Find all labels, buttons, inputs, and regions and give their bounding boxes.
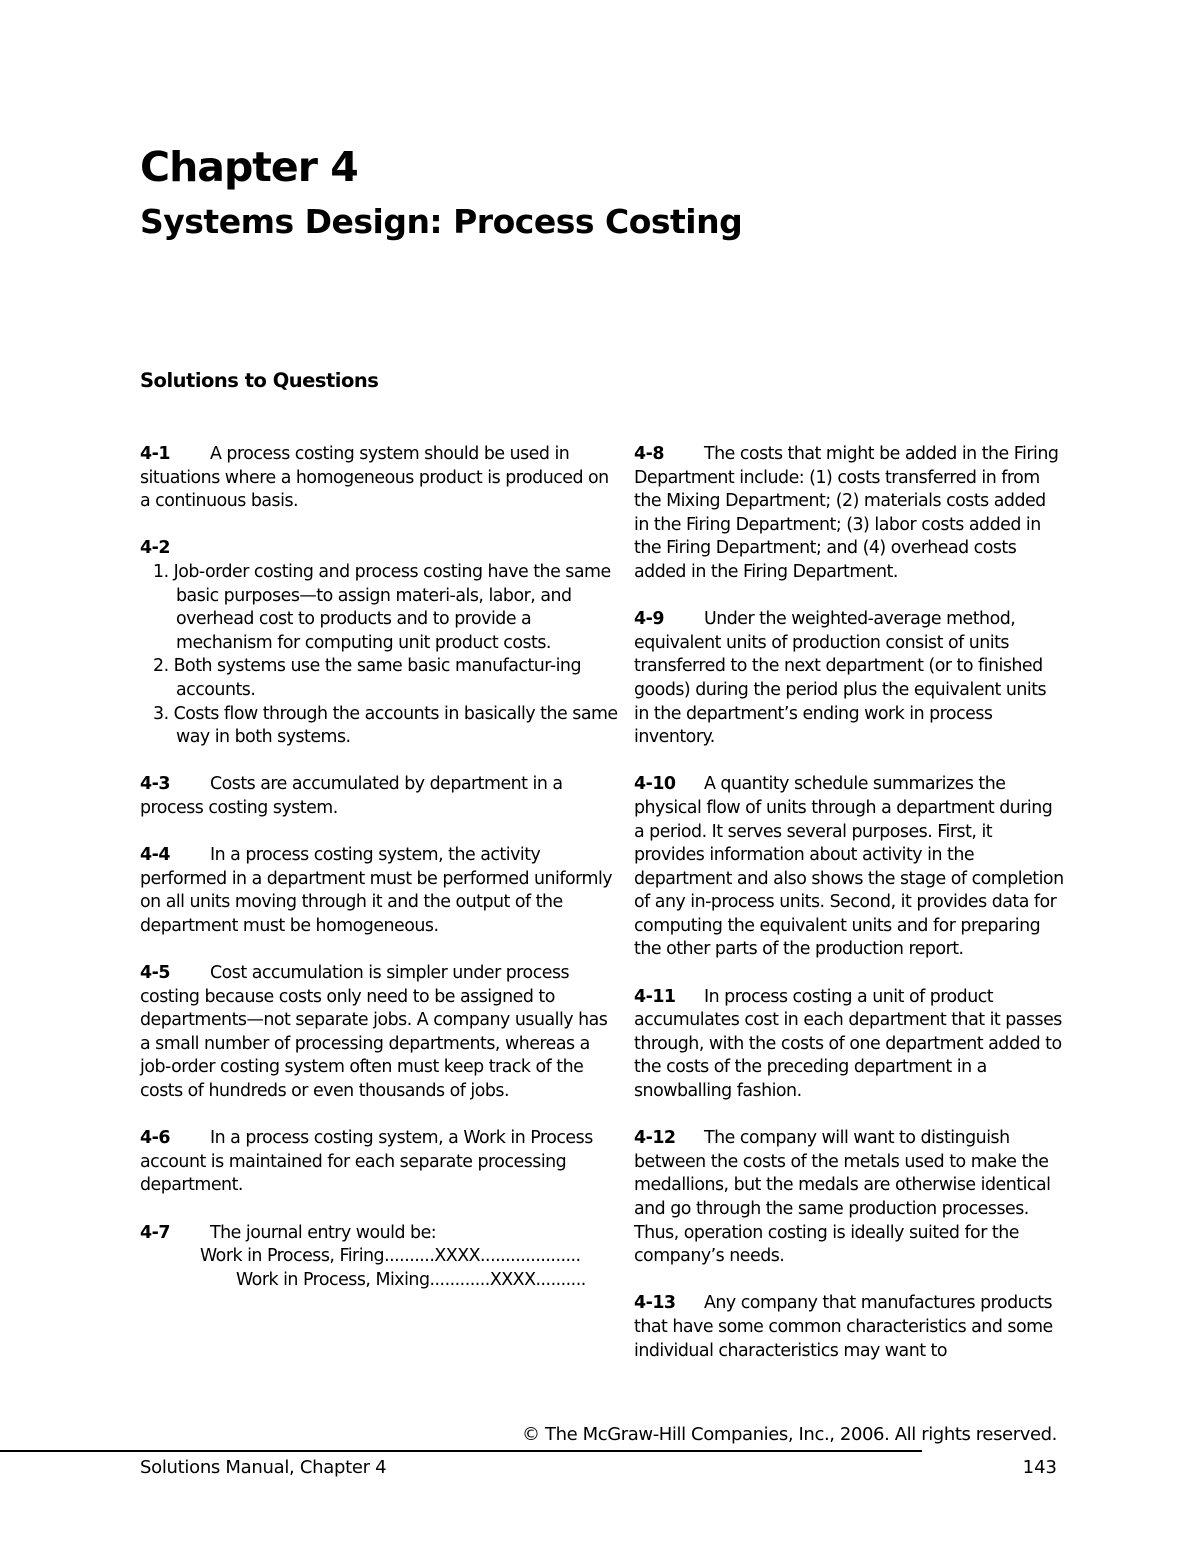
question-4-8: [634, 443, 1064, 585]
question-number: 4-8: [634, 444, 664, 464]
journal-credit-line: Work in Process, Mixing............XXXX..........: [236, 1269, 586, 1290]
list-item: 3. Costs flow through the accounts in basically the same way in both systems.: [153, 703, 618, 748]
answer-text: In a process costing system, a Work in Process account is maintained for each separate processing department.: [140, 1128, 593, 1196]
answer-text: A quantity schedule summarizes the physical flow of units through a department during a period. It serves several purposes. First, it provides information about activity in the department and also shows the stage of completion of any in-process units. Second, it provides data for computing the equivalent units and for preparing the other parts of the production report.: [634, 774, 1064, 960]
question-number: 4-12: [634, 1128, 676, 1149]
question-4-4: [140, 844, 622, 938]
question-number: 4-7: [140, 1222, 170, 1243]
question-4-10: [634, 773, 1064, 962]
question-number: 4-9: [634, 609, 664, 630]
answer-text: The journal entry would be:: [210, 1222, 437, 1243]
question-4-2: [140, 537, 622, 749]
question-4-5: [140, 962, 622, 1104]
question-number: 4-2: [140, 538, 170, 559]
question-number: 4-6: [140, 1128, 170, 1149]
answer-text: In a process costing system, the activity performed in a department must be performed uniformly on all units moving through it and the output of the department must be homogeneous.: [140, 845, 613, 936]
question-4-13: [634, 1292, 1064, 1363]
journal-debit-line: Work in Process, Firing..........XXXX....................: [200, 1246, 581, 1267]
left-column: [140, 443, 622, 1316]
question-number: 4-1: [140, 444, 170, 464]
answer-text: Under the weighted-average method, equivalent units of production consist of units transferred to the next department (or to finished goods) during the period plus the equivalent units in the department’s ending work in process inventory.: [634, 609, 1047, 748]
question-4-7: [140, 1222, 622, 1293]
question-4-11: [634, 986, 1064, 1104]
answer-text: The company will want to distinguish between the costs of the metals used to make the medallions, but the medals are otherwise identical and go through the same production processes. Thus, operation costing is ideally suited for the company’s needs.: [634, 1128, 1051, 1267]
answer-text: Any company that manufactures products that have some common characteristics and some individual characteristics may want to: [634, 1293, 1053, 1361]
question-number: 4-10: [634, 774, 676, 795]
question-number: 4-3: [140, 774, 170, 795]
footer-divider: [0, 1450, 922, 1452]
answer-text: Costs are accumulated by department in a process costing system.: [140, 774, 563, 818]
right-column: [634, 443, 1064, 1387]
list-item: 2. Both systems use the same basic manufactur-ing accounts.: [153, 656, 581, 700]
question-4-1: [140, 443, 622, 514]
question-4-12: [634, 1127, 1064, 1269]
section-heading: Solutions to Questions: [140, 369, 379, 392]
question-4-9: [634, 608, 1064, 750]
question-4-6: [140, 1127, 622, 1198]
question-number: 4-11: [634, 986, 676, 1007]
answer-text: Cost accumulation is simpler under process costing because costs only need to be assigned to departments—not separate jobs. A company usually has a small number of processing departments, whereas a job-order costing system often must keep track of the costs of hundreds or even thousands of jobs.: [140, 963, 608, 1102]
list-item: 1. Job-order costing and process costing have the same basic purposes—to assign materi-als, labor, and overhead cost to products and to provide a mechanism for computing unit product costs.: [153, 561, 611, 653]
answer-text: A process costing system should be used in situations where a homogeneous product is produced on a continuous basis.: [140, 444, 609, 512]
chapter-subtitle: Systems Design: Process Costing: [140, 202, 743, 241]
question-4-3: [140, 773, 622, 820]
page-number: 143: [1022, 1457, 1057, 1478]
question-number: 4-4: [140, 845, 170, 866]
copyright-notice: © The McGraw-Hill Companies, Inc., 2006. All rights reserved.: [522, 1424, 1057, 1445]
chapter-title: Chapter 4: [140, 143, 358, 191]
question-number: 4-13: [634, 1293, 676, 1314]
answer-text: The costs that might be added in the Firing Department include: (1) costs transferred in from the Mixing Department; (2) materials costs added in the Firing Department; (3) labor costs added in the Firing Department; and (4) overhead costs added in the Firing Department.: [634, 444, 1059, 582]
footer-title: Solutions Manual, Chapter 4: [140, 1457, 387, 1478]
answer-text: In process costing a unit of product accumulates cost in each department that it passes through, with the costs of one department added to the costs of the preceding department in a snowballing fashion.: [634, 986, 1062, 1102]
question-number: 4-5: [140, 963, 170, 984]
